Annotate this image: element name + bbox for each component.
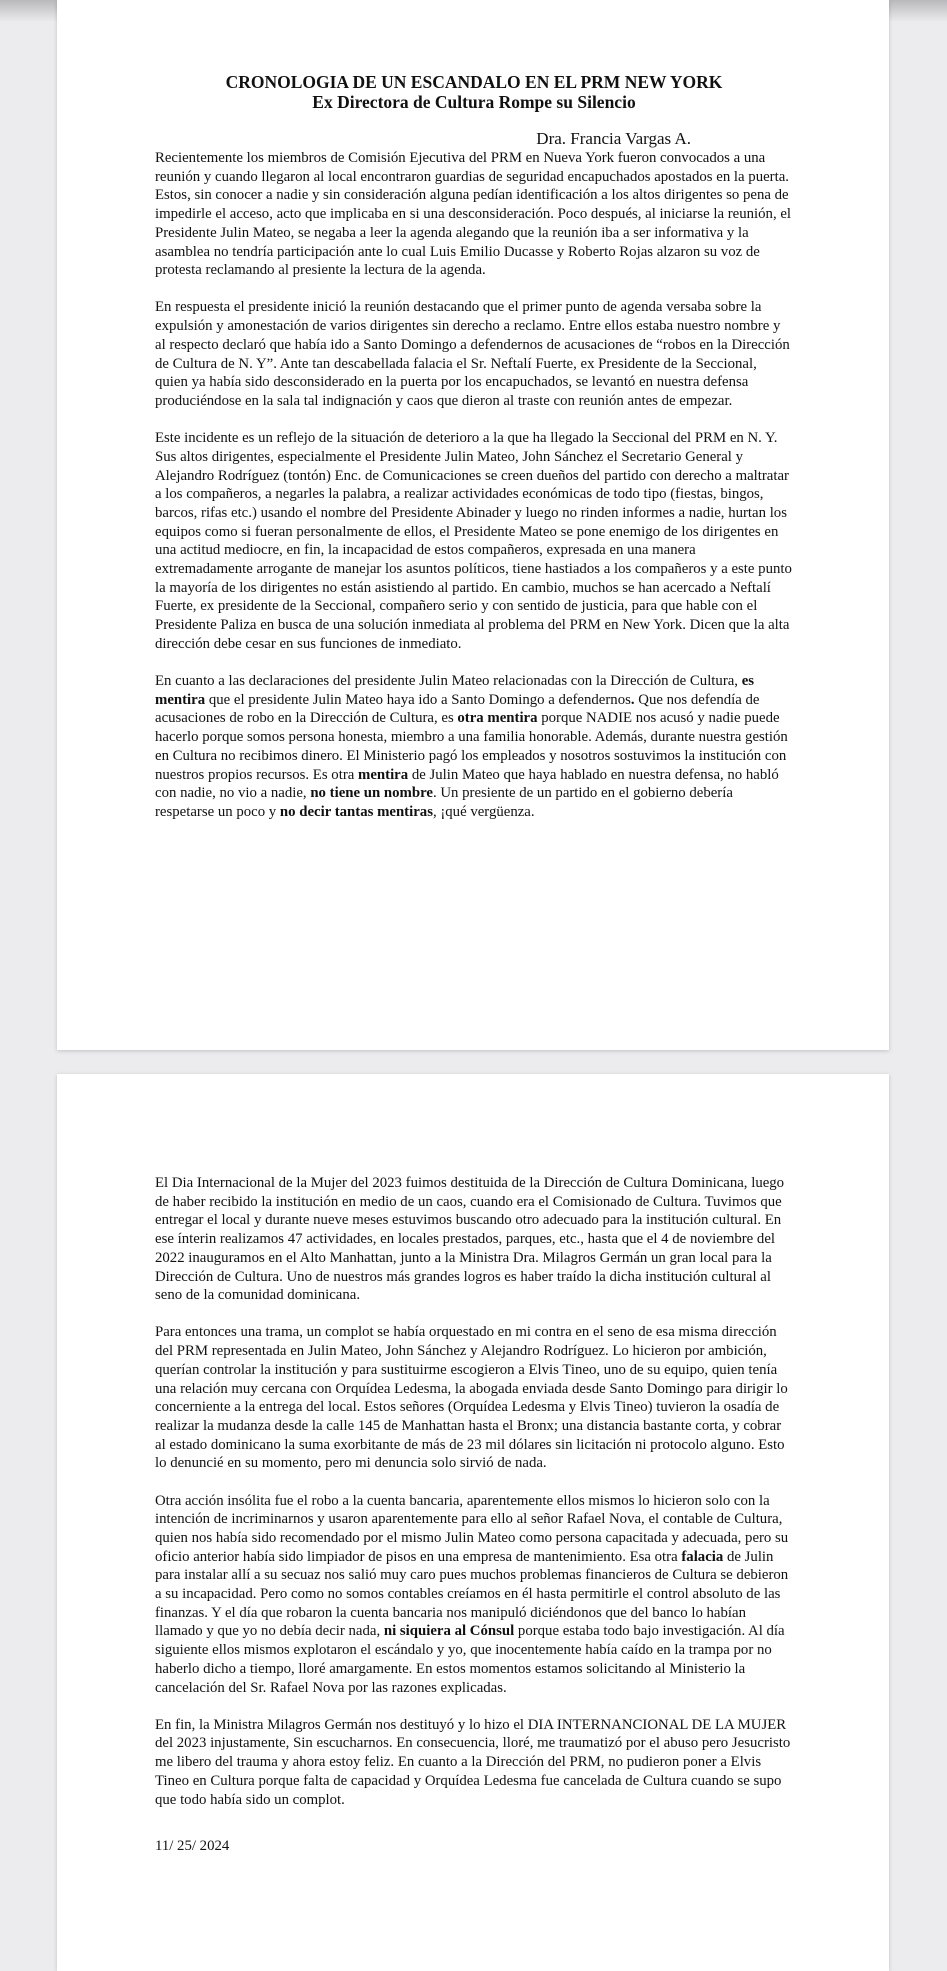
bold-run: falacia	[681, 1548, 724, 1565]
document-subtitle: Ex Directora de Cultura Rompe su Silencio	[312, 92, 636, 112]
bold-run: es mentira	[155, 673, 755, 708]
page-2-content	[155, 1174, 793, 1871]
paragraph-4	[155, 672, 793, 822]
document-page-2	[57, 1074, 889, 1971]
paragraph-1: Recientemente los miembros de Comisión Ejecutiva del PRM en Nueva York fueron convocados a una reunión y cuando llegaron al local encontraron guardias de seguridad encapuchados apostados en la puerta. Estos, sin conocer a nadie y sin consideración alguna pedían identificación a los altos dirigentes so pena de impedirle el acceso, acto que implicaba en si una desconsideración. Poco después, al iniciarse la reunión, el Presidente Julin Mateo, se negaba a leer la agenda alegando que la reunión iba a ser informativa y la asamblea no tendría participación ante lo cual Luis Emilio Ducasse y Roberto Rojas alzaron su voz de protesta reclamando al presiente la lectura de la agenda.	[155, 150, 792, 279]
page-1-content	[155, 72, 793, 840]
document-page-1	[57, 0, 889, 1050]
paragraph-7	[155, 1492, 793, 1698]
bold-run: ni siquiera al Cónsul	[383, 1623, 515, 1640]
bold-run: otra mentira	[457, 710, 538, 727]
text-run: porque estaba todo bajo investigación. Al día siguiente ellos mismos explotaron el escándalo y yo, que inocentemente había caído en la trampa por no haberlo dicho a tiempo, lloré amargamente. En estos momentos estamos solicitando al Ministerio la cancelación del Sr. Rafael Nova por las razones explicadas.	[155, 1623, 785, 1696]
paragraph-6: Para entonces una trama, un complot se había orquestado en mi contra en el seno de esa misma dirección del PRM representada en Julin Mateo, John Sánchez y Alejandro Rodríguez. Lo hicieron por ambición, querían controlar la institución y para sustituirme escogieron a Elvis Tineo, uno de su equipo, quien tenía una relación muy cercana con Orquídea Ledesma, la abogada enviada desde Santo Domingo para dirigir lo concerniente a la entrega del local. Estos señores (Orquídea Ledesma y Elvis Tineo) tuvieron la osadía de realizar la mudanza desde la calle 145 de Manhattan hasta el Bronx; una distancia bastante corta, y cobrar al estado dominicano la suma exorbitante de más de 23 mil dólares sin licitación ni protocolo alguno. Esto lo denuncié en su momento, pero mi denuncia solo sirvió de nada.	[155, 1324, 788, 1472]
document-title: CRONOLOGIA DE UN ESCANDALO EN EL PRM NEW YORK	[225, 72, 723, 92]
text-run: En cuanto a las declaraciones del presidente Julin Mateo relacionadas con la Dirección de Cultura,	[155, 673, 742, 690]
text-run: Otra acción insólita fue el robo a la cuenta bancaria, aparentemente ellos mismos lo hicieron solo con la intención de incriminarnos y usaron aparentemente para ello al señor Rafael Nova, el contable de Cultura, quien nos había sido recomendado por el mismo Julin Mateo como persona capacitada y adecuada, pero su oficio anterior había sido limpiador de pisos en una empresa de mantenimiento. Esa otra	[155, 1492, 789, 1565]
paragraph-5: El Dia Internacional de la Mujer del 2023 fuimos destituida de la Dirección de Cultura Dominicana, luego de haber recibido la institución en medio de un caos, cuando era el Comisionado de Cultura. Tuvimos que entregar el local y durante nueve meses estuvimos buscando otro adecuado para la institución cultural. En ese ínterin realizamos 47 actividades, en locales prestados, parques, etc., hasta que el 4 de noviembre del 2022 inauguramos en el Alto Manhattan, junto a la Ministra Dra. Milagros Germán un gran local para la Dirección de Cultura. Uno de nuestros más grandes logros es haber traído la dicha institución cultural al seno de la comunidad dominicana.	[155, 1175, 785, 1304]
author-name: Dra. Francia Vargas A.	[536, 129, 691, 148]
text-run: porque NADIE nos acusó y nadie puede hacerlo porque somos persona honesta, miembro a una familia honorable. Además, durante nuestra gestión en Cultura no recibimos dinero. El Ministerio pagó los empleados y nosotros sostuvimos la institución con nuestros propios recursos. Es otra	[155, 710, 788, 783]
bold-run: mentira	[358, 766, 409, 783]
text-run: , ¡qué vergüenza.	[432, 804, 535, 820]
paragraph-2: En respuesta el presidente inició la reunión destacando que el primer punto de agenda versaba sobre la expulsión y amonestación de varios dirigentes sin derecho a reclamo. Entre ellos estaba nuestro nombre y al respecto declaró que había ido a Santo Domingo a defendernos de acusaciones de “robos en la Dirección de Cultura de N. Y”. Ante tan descabellada falacia el Sr. Neftalí Fuerte, ex Presidente de la Seccional, quien ya había sido desconsiderado en la puerta por los encapuchados, se levantó en nuestra defensa produciéndose en la sala tal indignación y caos que dieron al traste con reunión antes de empezar.	[155, 299, 790, 409]
document-date: 11/ 25/ 2024	[155, 1838, 230, 1855]
text-run: que el presidente Julin Mateo haya ido a Santo Domingo a defendernos	[205, 691, 631, 708]
paragraph-3: Este incidente es un reflejo de la situación de deterioro a la que ha llegado la Seccional del PRM en N. Y. Sus altos dirigentes, especialmente el Presidente Julin Mateo, John Sánchez el Secretario General y Alejandro Rodríguez (tontón) Enc. de Comunicaciones se creen dueños del partido con derecho a maltratar a los compañeros, a negarles la palabra, a realizar actividades económicas de todo tipo (fiestas, bingos, barcos, rifas etc.) usando el nombre del Presidente Abinader y luego no rinden informes a nadie, hurtan los equipos como si fueran personalmente de ellos, el Presidente Mateo se pone enemigo de los dirigentes en una actitud mediocre, en fin, la incapacidad de estos compañeros, expresada en una manera extremadamente arrogante de manejar los asuntos políticos, tiene hastiados a los compañeros y a este punto la mayoría de los dirigentes no están asistiendo al partido. En cambio, muchos se han acercado a Neftalí Fuerte, ex presidente de la Seccional, compañero serio y con sentido de justicia, para que hable con el Presidente Paliza en busca de una solución inmediata al problema del PRM en New York. Dicen que la alta dirección debe cesar en sus funciones de inmediato.	[155, 430, 792, 652]
bold-run: no decir tantas mentiras	[279, 804, 433, 820]
bold-run: no tiene un nombre	[310, 785, 433, 802]
paragraph-8: En fin, la Ministra Milagros Germán nos destituyó y lo hizo el DIA INTERNANCIONAL DE LA MUJER del 2023 injustamente, Sin escucharnos. En consecuencia, lloré, me traumatizó por el abuso pero Jesucristo me libero del trauma y ahora estoy feliz. En cuanto a la Dirección del PRM, no pudieron poner a Elvis Tineo en Cultura porque falta de capacidad y Orquídea Ledesma fue cancelada de Cultura cuando se supo que todo había sido un complot.	[155, 1716, 791, 1808]
bold-run: .	[630, 691, 635, 708]
text-run: de Julin para instalar allí a su secuaz nos salió muy caro pues muchos problemas financieros de Cultura se debieron a su incapacidad. Pero como no somos contables creíamos en él hasta permitirle el control absoluto de las finanzas. Y el día que robaron la cuenta bancaria nos manipuló diciéndonos que del banco lo habían llamado y que yo no debía decir nada,	[155, 1548, 789, 1640]
text-run: Que nos defendía de acusaciones de robo en la Dirección de Cultura, es	[155, 691, 760, 727]
text-run: . Un presiente de un partido en el gobierno debería respetarse un poco y	[155, 785, 733, 820]
text-run: de Julin Mateo que haya hablado en nuestra defensa, no habló con nadie, no vio a nadie,	[155, 766, 779, 802]
